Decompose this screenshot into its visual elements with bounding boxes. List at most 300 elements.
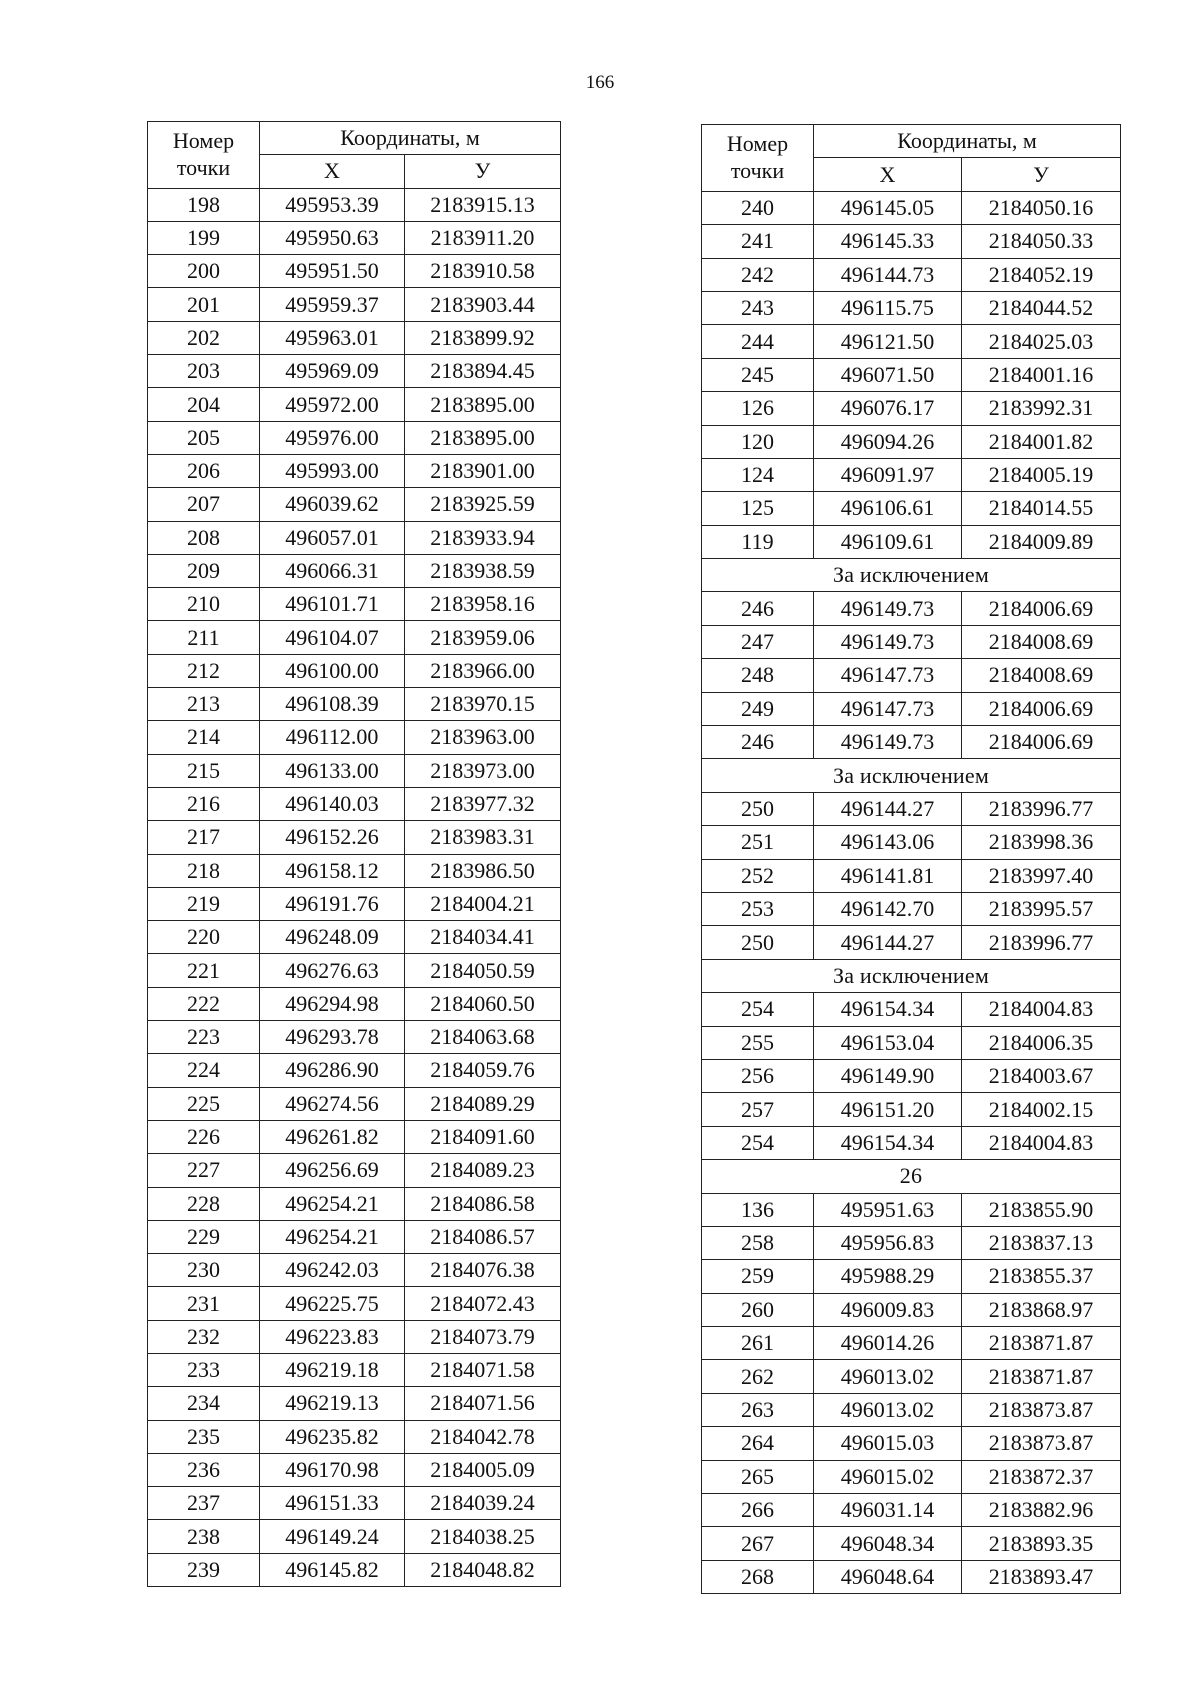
coordinates-table-left (147, 121, 561, 1587)
point-number-cell: 209 (148, 554, 260, 587)
table-row (148, 654, 561, 687)
x-coordinate-cell: 496014.26 (814, 1327, 962, 1360)
point-number-cell: 126 (702, 392, 814, 425)
y-coordinate-cell: 2184050.59 (405, 954, 561, 987)
point-number-cell: 124 (702, 458, 814, 491)
y-coordinate-cell: 2184052.19 (962, 258, 1121, 291)
table-row (148, 1453, 561, 1486)
x-coordinate-cell: 496223.83 (260, 1320, 405, 1353)
x-coordinate-cell: 496144.73 (814, 258, 962, 291)
x-coordinate-cell: 496048.34 (814, 1527, 962, 1560)
x-coordinate-cell: 496104.07 (260, 621, 405, 654)
x-coordinate-cell: 496144.27 (814, 792, 962, 825)
y-coordinate-cell: 2184072.43 (405, 1287, 561, 1320)
section-separator-row (702, 959, 1121, 992)
point-number-cell: 248 (702, 659, 814, 692)
y-coordinate-cell: 2184005.09 (405, 1453, 561, 1486)
point-number-cell: 267 (702, 1527, 814, 1560)
point-number-cell: 231 (148, 1287, 260, 1320)
table-row (148, 721, 561, 754)
table-row (702, 425, 1121, 458)
x-coordinate-cell: 496121.50 (814, 325, 962, 358)
x-coordinate-cell: 496219.18 (260, 1353, 405, 1386)
table-row (702, 1560, 1121, 1593)
x-coordinate-cell: 495988.29 (814, 1260, 962, 1293)
y-coordinate-cell: 2183977.32 (405, 787, 561, 820)
x-coordinate-cell: 495959.37 (260, 288, 405, 321)
y-coordinate-cell: 2184048.82 (405, 1553, 561, 1586)
x-coordinate-cell: 496276.63 (260, 954, 405, 987)
x-coordinate-cell: 496149.73 (814, 592, 962, 625)
table-row (702, 1494, 1121, 1527)
x-coordinate-cell: 496013.02 (814, 1360, 962, 1393)
x-coordinate-cell: 496149.73 (814, 726, 962, 759)
table-row (702, 525, 1121, 558)
table-subheader-row (148, 155, 561, 188)
x-coordinate-cell: 496149.73 (814, 625, 962, 658)
table-row (702, 1393, 1121, 1426)
point-number-cell: 265 (702, 1460, 814, 1493)
point-number-cell: 225 (148, 1087, 260, 1120)
x-coordinate-cell: 496145.33 (814, 225, 962, 258)
table-row (148, 1320, 561, 1353)
x-coordinate-cell: 496225.75 (260, 1287, 405, 1320)
point-number-cell: 245 (702, 358, 814, 391)
table-row (702, 726, 1121, 759)
point-number-header-2: точки (702, 158, 814, 191)
y-coordinate-cell: 2184014.55 (962, 492, 1121, 525)
x-coordinate-cell: 495950.63 (260, 221, 405, 254)
y-coordinate-cell: 2184005.19 (962, 458, 1121, 491)
point-number-cell: 226 (148, 1120, 260, 1153)
x-coordinate-cell: 496170.98 (260, 1453, 405, 1486)
y-coordinate-cell: 2183899.92 (405, 321, 561, 354)
y-coordinate-cell: 2184025.03 (962, 325, 1121, 358)
y-coordinate-cell: 2183901.00 (405, 454, 561, 487)
table-row (702, 1193, 1121, 1226)
x-coordinate-cell: 496254.21 (260, 1220, 405, 1253)
table-row (148, 355, 561, 388)
y-coordinate-cell: 2183903.44 (405, 288, 561, 321)
x-coordinate-cell: 496153.04 (814, 1026, 962, 1059)
point-number-cell: 223 (148, 1021, 260, 1054)
y-coordinate-cell: 2183925.59 (405, 488, 561, 521)
y-coordinate-cell: 2184076.38 (405, 1254, 561, 1287)
point-number-cell: 220 (148, 921, 260, 954)
point-number-cell: 218 (148, 854, 260, 887)
x-coordinate-cell: 495969.09 (260, 355, 405, 388)
point-number-header-2: точки (148, 155, 260, 188)
y-column-header: У (962, 158, 1121, 191)
point-number-cell: 208 (148, 521, 260, 554)
x-coordinate-cell: 496154.34 (814, 993, 962, 1026)
point-number-cell: 255 (702, 1026, 814, 1059)
x-coordinate-cell: 496100.00 (260, 654, 405, 687)
table-row (148, 1021, 561, 1054)
y-coordinate-cell: 2184073.79 (405, 1320, 561, 1353)
table-row (702, 1293, 1121, 1326)
point-number-cell: 268 (702, 1560, 814, 1593)
table-row (148, 1220, 561, 1253)
point-number-cell: 254 (702, 1126, 814, 1159)
point-number-cell: 213 (148, 688, 260, 721)
point-number-cell: 206 (148, 454, 260, 487)
point-number-cell: 263 (702, 1393, 814, 1426)
y-coordinate-cell: 2183910.58 (405, 255, 561, 288)
y-coordinate-cell: 2184008.69 (962, 625, 1121, 658)
table-row (148, 1287, 561, 1320)
x-coordinate-cell: 496091.97 (814, 458, 962, 491)
table-row (148, 1087, 561, 1120)
x-coordinate-cell: 496141.81 (814, 859, 962, 892)
table-header-row (148, 122, 561, 155)
x-coordinate-cell: 496015.02 (814, 1460, 962, 1493)
point-number-cell: 266 (702, 1494, 814, 1527)
y-coordinate-cell: 2184050.16 (962, 191, 1121, 224)
table-row (148, 1054, 561, 1087)
x-coordinate-cell: 496191.76 (260, 887, 405, 920)
point-number-cell: 199 (148, 221, 260, 254)
point-number-cell: 212 (148, 654, 260, 687)
table-row (148, 1353, 561, 1386)
table-row (702, 458, 1121, 491)
table-row (702, 492, 1121, 525)
y-coordinate-cell: 2183871.87 (962, 1327, 1121, 1360)
x-coordinate-cell: 495956.83 (814, 1226, 962, 1259)
y-coordinate-cell: 2184009.89 (962, 525, 1121, 558)
point-number-cell: 210 (148, 588, 260, 621)
x-coordinate-cell: 496261.82 (260, 1120, 405, 1153)
table-row (702, 826, 1121, 859)
table-row (148, 921, 561, 954)
point-number-cell: 249 (702, 692, 814, 725)
y-coordinate-cell: 2184038.25 (405, 1520, 561, 1553)
section-separator: 26 (702, 1160, 1121, 1193)
point-number-cell: 254 (702, 993, 814, 1026)
y-coordinate-cell: 2183895.00 (405, 421, 561, 454)
section-separator: За исключением (702, 759, 1121, 792)
point-number-cell: 246 (702, 726, 814, 759)
table-row (148, 1553, 561, 1586)
point-number-cell: 252 (702, 859, 814, 892)
x-coordinate-cell: 495963.01 (260, 321, 405, 354)
point-number-cell: 247 (702, 625, 814, 658)
point-number-cell: 119 (702, 525, 814, 558)
table-row (702, 1026, 1121, 1059)
y-coordinate-cell: 2184086.57 (405, 1220, 561, 1253)
point-number-cell: 204 (148, 388, 260, 421)
y-coordinate-cell: 2184089.23 (405, 1154, 561, 1187)
point-number-cell: 224 (148, 1054, 260, 1087)
point-number-cell: 203 (148, 355, 260, 388)
table-row (148, 188, 561, 221)
x-coordinate-cell: 496149.90 (814, 1059, 962, 1092)
x-column-header: X (814, 158, 962, 191)
x-coordinate-cell: 496143.06 (814, 826, 962, 859)
y-coordinate-cell: 2184008.69 (962, 659, 1121, 692)
table-row (702, 1427, 1121, 1460)
point-number-cell: 237 (148, 1487, 260, 1520)
point-number-cell: 221 (148, 954, 260, 987)
table-row (148, 488, 561, 521)
point-number-cell: 240 (702, 191, 814, 224)
x-coordinate-cell: 496154.34 (814, 1126, 962, 1159)
table-row (702, 592, 1121, 625)
point-number-cell: 217 (148, 821, 260, 854)
table-row (702, 993, 1121, 1026)
y-coordinate-cell: 2184086.58 (405, 1187, 561, 1220)
table-row (702, 659, 1121, 692)
point-number-header: Номер (148, 122, 260, 155)
point-number-cell: 243 (702, 291, 814, 324)
table-row (148, 787, 561, 820)
y-coordinate-cell: 2183895.00 (405, 388, 561, 421)
y-coordinate-cell: 2183893.47 (962, 1560, 1121, 1593)
x-coordinate-cell: 496057.01 (260, 521, 405, 554)
point-number-cell: 258 (702, 1226, 814, 1259)
table-row (148, 954, 561, 987)
y-coordinate-cell: 2184071.56 (405, 1387, 561, 1420)
x-coordinate-cell: 496242.03 (260, 1254, 405, 1287)
y-coordinate-cell: 2183997.40 (962, 859, 1121, 892)
table-row (148, 754, 561, 787)
y-coordinate-cell: 2184039.24 (405, 1487, 561, 1520)
x-coordinate-cell: 496152.26 (260, 821, 405, 854)
table-row (148, 521, 561, 554)
table-row (148, 621, 561, 654)
y-coordinate-cell: 2183996.77 (962, 792, 1121, 825)
x-coordinate-cell: 496133.00 (260, 754, 405, 787)
point-number-cell: 259 (702, 1260, 814, 1293)
table-row (702, 325, 1121, 358)
y-coordinate-cell: 2184060.50 (405, 987, 561, 1020)
y-coordinate-cell: 2183882.96 (962, 1494, 1121, 1527)
point-number-cell: 236 (148, 1453, 260, 1486)
x-coordinate-cell: 496112.00 (260, 721, 405, 754)
y-coordinate-cell: 2183963.00 (405, 721, 561, 754)
point-number-cell: 264 (702, 1427, 814, 1460)
table-row (148, 1420, 561, 1453)
y-coordinate-cell: 2184004.83 (962, 993, 1121, 1026)
y-coordinate-cell: 2183911.20 (405, 221, 561, 254)
y-coordinate-cell: 2183893.35 (962, 1527, 1121, 1560)
table-row (148, 1154, 561, 1187)
table-row (148, 421, 561, 454)
point-number-cell: 207 (148, 488, 260, 521)
table-row (148, 454, 561, 487)
point-number-cell: 262 (702, 1360, 814, 1393)
point-number-cell: 256 (702, 1059, 814, 1092)
y-coordinate-cell: 2184006.35 (962, 1026, 1121, 1059)
table-row (702, 892, 1121, 925)
x-coordinate-cell: 496286.90 (260, 1054, 405, 1087)
x-coordinate-cell: 496109.61 (814, 525, 962, 558)
y-coordinate-cell: 2184042.78 (405, 1420, 561, 1453)
point-number-cell: 261 (702, 1327, 814, 1360)
table-row (702, 191, 1121, 224)
table-subheader-row (702, 158, 1121, 191)
table-row (702, 1260, 1121, 1293)
x-coordinate-cell: 496015.03 (814, 1427, 962, 1460)
point-number-cell: 200 (148, 255, 260, 288)
x-coordinate-cell: 496293.78 (260, 1021, 405, 1054)
point-number-cell: 229 (148, 1220, 260, 1253)
y-coordinate-cell: 2183871.87 (962, 1360, 1121, 1393)
y-coordinate-cell: 2184063.68 (405, 1021, 561, 1054)
y-coordinate-cell: 2183894.45 (405, 355, 561, 388)
x-coordinate-cell: 496076.17 (814, 392, 962, 425)
y-coordinate-cell: 2183855.37 (962, 1260, 1121, 1293)
table-row (148, 1487, 561, 1520)
x-coordinate-cell: 496013.02 (814, 1393, 962, 1426)
point-number-cell: 250 (702, 792, 814, 825)
x-coordinate-cell: 496142.70 (814, 892, 962, 925)
table-row (148, 554, 561, 587)
table-row (148, 821, 561, 854)
point-number-cell: 251 (702, 826, 814, 859)
point-number-cell: 214 (148, 721, 260, 754)
y-coordinate-cell: 2184006.69 (962, 692, 1121, 725)
point-number-cell: 241 (702, 225, 814, 258)
coordinates-header: Координаты, м (260, 122, 561, 155)
table-row (702, 1226, 1121, 1259)
y-coordinate-cell: 2183996.77 (962, 926, 1121, 959)
x-coordinate-cell: 496115.75 (814, 291, 962, 324)
y-coordinate-cell: 2183959.06 (405, 621, 561, 654)
y-coordinate-cell: 2184002.15 (962, 1093, 1121, 1126)
y-coordinate-cell: 2183998.36 (962, 826, 1121, 859)
y-coordinate-cell: 2184003.67 (962, 1059, 1121, 1092)
table-row (702, 1360, 1121, 1393)
x-coordinate-cell: 496256.69 (260, 1154, 405, 1187)
x-coordinate-cell: 496066.31 (260, 554, 405, 587)
x-coordinate-cell: 496235.82 (260, 1420, 405, 1453)
x-coordinate-cell: 495951.63 (814, 1193, 962, 1226)
x-coordinate-cell: 496094.26 (814, 425, 962, 458)
y-coordinate-cell: 2184034.41 (405, 921, 561, 954)
table-row (702, 1460, 1121, 1493)
x-coordinate-cell: 496151.20 (814, 1093, 962, 1126)
point-number-cell: 211 (148, 621, 260, 654)
x-coordinate-cell: 496158.12 (260, 854, 405, 887)
point-number-cell: 242 (702, 258, 814, 291)
table-row (148, 588, 561, 621)
table-row (702, 926, 1121, 959)
x-coordinate-cell: 496248.09 (260, 921, 405, 954)
y-coordinate-cell: 2183837.13 (962, 1226, 1121, 1259)
point-number-header: Номер (702, 125, 814, 158)
table-row (148, 221, 561, 254)
y-coordinate-cell: 2184001.82 (962, 425, 1121, 458)
table-row (148, 987, 561, 1020)
x-coordinate-cell: 496147.73 (814, 692, 962, 725)
table-row (148, 321, 561, 354)
point-number-cell: 238 (148, 1520, 260, 1553)
table-row (148, 388, 561, 421)
y-coordinate-cell: 2184004.21 (405, 887, 561, 920)
point-number-cell: 201 (148, 288, 260, 321)
y-coordinate-cell: 2183855.90 (962, 1193, 1121, 1226)
point-number-cell: 246 (702, 592, 814, 625)
x-coordinate-cell: 496145.05 (814, 191, 962, 224)
table-row (702, 792, 1121, 825)
point-number-cell: 215 (148, 754, 260, 787)
table-row (148, 688, 561, 721)
point-number-cell: 125 (702, 492, 814, 525)
x-coordinate-cell: 496106.61 (814, 492, 962, 525)
y-coordinate-cell: 2183872.37 (962, 1460, 1121, 1493)
x-coordinate-cell: 496009.83 (814, 1293, 962, 1326)
x-coordinate-cell: 496147.73 (814, 659, 962, 692)
x-coordinate-cell: 496149.24 (260, 1520, 405, 1553)
table-row (702, 1527, 1121, 1560)
point-number-cell: 228 (148, 1187, 260, 1220)
section-separator: За исключением (702, 959, 1121, 992)
point-number-cell: 216 (148, 787, 260, 820)
x-coordinate-cell: 496144.27 (814, 926, 962, 959)
y-coordinate-cell: 2183938.59 (405, 554, 561, 587)
coordinates-table-right (701, 124, 1121, 1594)
y-coordinate-cell: 2184059.76 (405, 1054, 561, 1087)
point-number-cell: 205 (148, 421, 260, 454)
table-row (702, 625, 1121, 658)
table-row (702, 1093, 1121, 1126)
y-coordinate-cell: 2184006.69 (962, 726, 1121, 759)
point-number-cell: 227 (148, 1154, 260, 1187)
x-coordinate-cell: 496140.03 (260, 787, 405, 820)
point-number-cell: 232 (148, 1320, 260, 1353)
table-row (702, 1059, 1121, 1092)
y-coordinate-cell: 2183966.00 (405, 654, 561, 687)
y-coordinate-cell: 2184091.60 (405, 1120, 561, 1153)
y-coordinate-cell: 2183970.15 (405, 688, 561, 721)
point-number-cell: 239 (148, 1553, 260, 1586)
x-coordinate-cell: 496101.71 (260, 588, 405, 621)
table-row (702, 392, 1121, 425)
x-coordinate-cell: 496254.21 (260, 1187, 405, 1220)
page-number: 166 (585, 72, 615, 93)
y-coordinate-cell: 2183933.94 (405, 521, 561, 554)
table-row (702, 1126, 1121, 1159)
table-row (148, 1120, 561, 1153)
point-number-cell: 230 (148, 1254, 260, 1287)
point-number-cell: 257 (702, 1093, 814, 1126)
point-number-cell: 202 (148, 321, 260, 354)
x-column-header: X (260, 155, 405, 188)
table-row (148, 854, 561, 887)
x-coordinate-cell: 496108.39 (260, 688, 405, 721)
table-row (702, 291, 1121, 324)
y-coordinate-cell: 2184004.83 (962, 1126, 1121, 1159)
point-number-cell: 260 (702, 1293, 814, 1326)
y-coordinate-cell: 2183992.31 (962, 392, 1121, 425)
point-number-cell: 222 (148, 987, 260, 1020)
section-separator-row (702, 759, 1121, 792)
x-coordinate-cell: 496219.13 (260, 1387, 405, 1420)
y-coordinate-cell: 2183873.87 (962, 1393, 1121, 1426)
y-coordinate-cell: 2184071.58 (405, 1353, 561, 1386)
table-row (702, 258, 1121, 291)
table-row (148, 1187, 561, 1220)
table-row (702, 692, 1121, 725)
y-coordinate-cell: 2183915.13 (405, 188, 561, 221)
table-row (148, 887, 561, 920)
table-row (148, 255, 561, 288)
x-coordinate-cell: 495951.50 (260, 255, 405, 288)
table-row (702, 358, 1121, 391)
x-coordinate-cell: 495993.00 (260, 454, 405, 487)
table-row (702, 859, 1121, 892)
